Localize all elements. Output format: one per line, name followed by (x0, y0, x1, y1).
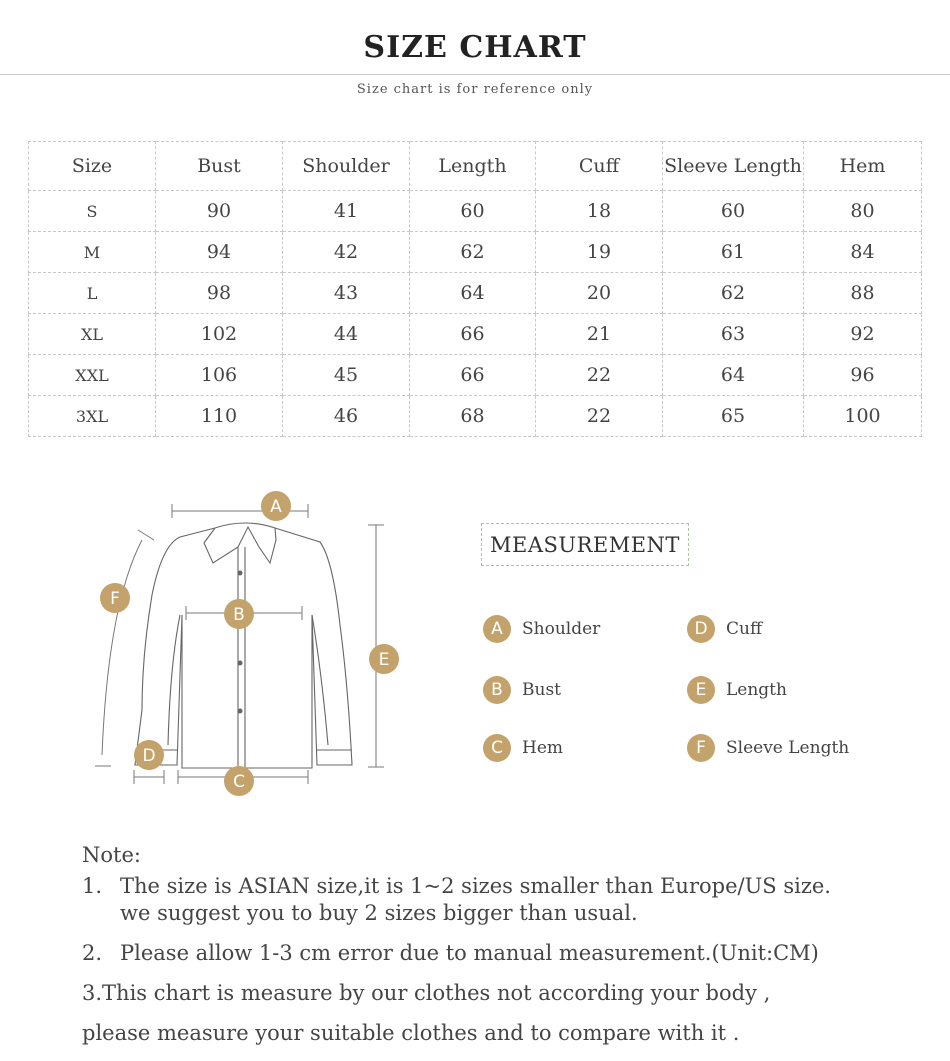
table-cell: 84 (804, 232, 922, 273)
table-cell: L (29, 273, 156, 314)
table-row (29, 355, 922, 396)
table-cell: 45 (283, 355, 410, 396)
badge-a: A (483, 615, 511, 643)
table-cell: 66 (410, 355, 536, 396)
table-cell: 60 (410, 191, 536, 232)
table-cell: XXL (29, 355, 156, 396)
table-cell: 64 (663, 355, 804, 396)
legend-label: Sleeve Length (726, 738, 850, 758)
title-divider (0, 74, 950, 75)
table-cell: 92 (804, 314, 922, 355)
note-item-1 (82, 874, 831, 898)
table-cell: XL (29, 314, 156, 355)
marker-e (369, 644, 399, 674)
legend-item-cuff (687, 614, 762, 644)
table-cell: 64 (410, 273, 536, 314)
marker-a (261, 491, 291, 521)
note-item-1-continued: we suggest you to buy 2 sizes bigger than usual. (120, 901, 638, 925)
column-header: Cuff (536, 142, 663, 191)
table-cell: 66 (410, 314, 536, 355)
svg-text:D: D (142, 746, 156, 766)
table-cell: 62 (663, 273, 804, 314)
table-cell: 96 (804, 355, 922, 396)
svg-text:F: F (110, 589, 120, 609)
table-cell: 22 (536, 355, 663, 396)
note-number: 1. (82, 874, 103, 898)
column-header: Hem (804, 142, 922, 191)
table-cell: 102 (156, 314, 283, 355)
note-text: The size is ASIAN size,it is 1~2 sizes smaller than Europe/US size. (120, 874, 831, 898)
note-number: 2. (82, 941, 103, 965)
table-cell: 80 (804, 191, 922, 232)
note-item-2 (82, 941, 819, 965)
marker-b (224, 599, 254, 629)
badge-d: D (687, 615, 715, 643)
table-cell: 61 (663, 232, 804, 273)
badge-c: C (483, 734, 511, 762)
column-header: Shoulder (283, 142, 410, 191)
legend-label: Hem (522, 738, 564, 758)
table-header-row (29, 142, 922, 191)
marker-f (100, 583, 130, 613)
table-cell: 19 (536, 232, 663, 273)
size-table (28, 141, 922, 437)
legend-label: Bust (522, 680, 561, 700)
table-cell: 42 (283, 232, 410, 273)
svg-text:B: B (233, 605, 245, 625)
page-title: SIZE CHART (363, 30, 587, 65)
table-cell: 94 (156, 232, 283, 273)
table-cell: 68 (410, 396, 536, 437)
table-cell: S (29, 191, 156, 232)
legend-item-length (687, 675, 787, 705)
note-item-3-continued: please measure your suitable clothes and to compare with it . (82, 1021, 740, 1045)
table-cell: 22 (536, 396, 663, 437)
legend-label: Cuff (726, 619, 763, 639)
table-cell: 98 (156, 273, 283, 314)
shirt-diagram (90, 485, 420, 805)
svg-text:A: A (270, 497, 282, 517)
table-cell: 88 (804, 273, 922, 314)
table-cell: 43 (283, 273, 410, 314)
note-text: Please allow 1-3 cm error due to manual measurement.(Unit:CM) (120, 941, 819, 965)
table-cell: 62 (410, 232, 536, 273)
legend-item-shoulder (483, 614, 600, 644)
table-cell: 63 (663, 314, 804, 355)
badge-b: B (483, 676, 511, 704)
table-cell: 3XL (29, 396, 156, 437)
measurement-heading: MEASUREMENT (481, 523, 689, 566)
table-row (29, 314, 922, 355)
legend-label: Length (726, 680, 787, 700)
table-cell: M (29, 232, 156, 273)
table-cell: 90 (156, 191, 283, 232)
badge-f: F (687, 734, 715, 762)
svg-text:C: C (233, 772, 245, 792)
note-item-3: 3.This chart is measure by our clothes not according your body , (82, 981, 771, 1005)
legend-item-bust (483, 675, 561, 705)
shirt-collar (204, 523, 276, 563)
marker-d (134, 740, 164, 770)
table-row (29, 232, 922, 273)
table-row (29, 191, 922, 232)
column-header: Length (410, 142, 536, 191)
column-header: Sleeve Length (663, 142, 804, 191)
legend-label: Shoulder (522, 619, 601, 639)
table-cell: 18 (536, 191, 663, 232)
table-row (29, 273, 922, 314)
svg-text:E: E (378, 650, 390, 670)
table-cell: 20 (536, 273, 663, 314)
table-cell: 46 (283, 396, 410, 437)
table-cell: 21 (536, 314, 663, 355)
legend-item-hem (483, 733, 563, 763)
note-heading: Note: (82, 843, 141, 867)
table-cell: 106 (156, 355, 283, 396)
table-cell: 100 (804, 396, 922, 437)
page-subtitle: Size chart is for reference only (356, 82, 594, 97)
column-header: Bust (156, 142, 283, 191)
table-cell: 60 (663, 191, 804, 232)
table-row (29, 396, 922, 437)
badge-e: E (687, 676, 715, 704)
table-cell: 65 (663, 396, 804, 437)
shirt-outline (135, 528, 352, 768)
marker-c (224, 766, 254, 796)
table-cell: 41 (283, 191, 410, 232)
table-cell: 110 (156, 396, 283, 437)
column-header: Size (29, 142, 156, 191)
legend-item-sleeve-length (687, 733, 849, 763)
table-cell: 44 (283, 314, 410, 355)
